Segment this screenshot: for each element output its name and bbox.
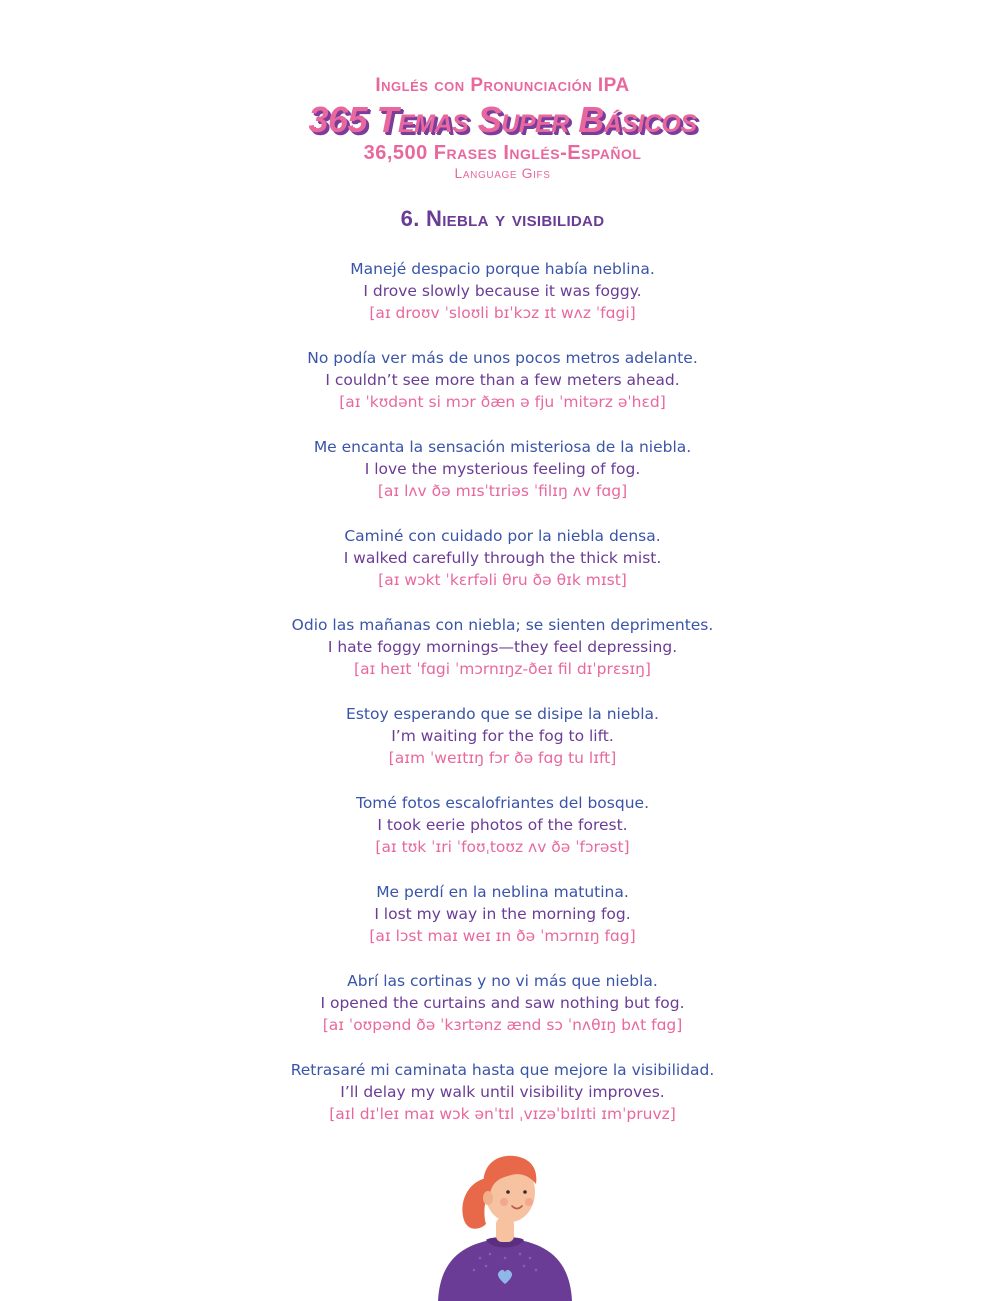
english-sentence: I opened the curtains and saw nothing but fog. bbox=[320, 994, 685, 1012]
ipa-transcription: [aɪ wɔkt ˈkɛrfəli θru ðə θɪk mɪst] bbox=[378, 571, 627, 589]
english-sentence: I’ll delay my walk until visibility improves. bbox=[340, 1083, 665, 1101]
spanish-sentence: Me perdí en la neblina matutina. bbox=[376, 883, 629, 901]
english-sentence: I’m waiting for the fog to lift. bbox=[391, 727, 614, 745]
ipa-transcription: [aɪ ˈkʊdənt si mɔr ðæn ə fju ˈmitərz əˈhɛd] bbox=[339, 393, 666, 411]
spanish-sentence: Tomé fotos escalofriantes del bosque. bbox=[355, 794, 649, 812]
ipa-transcription: [aɪ heɪt ˈfɑgi ˈmɔrnɪŋz-ðeɪ fil dɪˈprɛsɪŋ] bbox=[354, 660, 651, 678]
phrase-list bbox=[0, 258, 1005, 1148]
english-sentence: I walked carefully through the thick mist. bbox=[343, 549, 662, 567]
page-header bbox=[0, 74, 1005, 182]
spanish-sentence: No podía ver más de unos pocos metros adelante. bbox=[307, 349, 698, 367]
english-sentence: I took eerie photos of the forest. bbox=[377, 816, 628, 834]
ipa-transcription: [aɪl dɪˈleɪ maɪ wɔk ənˈtɪl ˌvɪzəˈbɪlɪti ɪmˈpruvz] bbox=[329, 1105, 676, 1123]
spanish-sentence: Abrí las cortinas y no vi más que niebla. bbox=[347, 972, 658, 990]
phrase-item bbox=[0, 436, 1005, 525]
english-sentence: I drove slowly because it was foggy. bbox=[363, 282, 642, 300]
phrase-item bbox=[0, 703, 1005, 792]
english-sentence: I hate foggy mornings—they feel depressing. bbox=[327, 638, 678, 656]
phrase-item bbox=[0, 347, 1005, 436]
ipa-transcription: [aɪm ˈweɪtɪŋ fɔr ðə fɑg tu lɪft] bbox=[388, 749, 617, 767]
ipa-transcription: [aɪ droʊv ˈsloʊli bɪˈkɔz ɪt wʌz ˈfɑgi] bbox=[369, 304, 636, 322]
spanish-sentence: Manejé despacio porque había neblina. bbox=[350, 260, 655, 278]
main-title: 365 Temas Super Básicos bbox=[308, 99, 697, 140]
phrase-count-subtitle: 36,500 Frases Inglés-Español bbox=[363, 142, 642, 164]
phrase-item bbox=[0, 1059, 1005, 1148]
right-eye bbox=[523, 1190, 527, 1194]
left-eye bbox=[506, 1190, 510, 1194]
phrase-item bbox=[0, 970, 1005, 1059]
english-sentence: I couldn’t see more than a few meters ahead. bbox=[325, 371, 680, 389]
ipa-transcription: [aɪ tʊk ˈɪri ˈfoʊˌtoʊz ʌv ðə ˈfɔrəst] bbox=[375, 838, 630, 856]
ear bbox=[483, 1191, 493, 1205]
ipa-transcription: [aɪ lʌv ðə mɪsˈtɪriəs ˈfilɪŋ ʌv fɑg] bbox=[377, 482, 628, 500]
spanish-sentence: Retrasaré mi caminata hasta que mejore la visibilidad. bbox=[290, 1061, 715, 1079]
spanish-sentence: Me encanta la sensación misteriosa de la niebla. bbox=[313, 438, 692, 456]
phrase-item bbox=[0, 614, 1005, 703]
topic-title: 6. Niebla y visibilidad bbox=[400, 206, 605, 231]
spanish-sentence: Caminé con cuidado por la niebla densa. bbox=[344, 527, 661, 545]
spanish-sentence: Odio las mañanas con niebla; se sienten deprimentes. bbox=[291, 616, 714, 634]
phrase-item bbox=[0, 881, 1005, 970]
right-cheek bbox=[525, 1198, 533, 1206]
left-cheek bbox=[500, 1198, 508, 1206]
woman-illustration bbox=[430, 1150, 580, 1301]
phrase-item bbox=[0, 792, 1005, 881]
phrase-item bbox=[0, 258, 1005, 347]
brand-name: Language Gifs bbox=[454, 165, 551, 181]
ipa-transcription: [aɪ lɔst maɪ weɪ ɪn ðə ˈmɔrnɪŋ fɑg] bbox=[369, 927, 636, 945]
spanish-sentence: Estoy esperando que se disipe la niebla. bbox=[346, 705, 659, 723]
phrase-item bbox=[0, 525, 1005, 614]
ipa-transcription: [aɪ ˈoʊpənd ðə ˈkɜrtənz ænd sɔ ˈnʌθɪŋ bʌt fɑg] bbox=[322, 1016, 683, 1034]
english-sentence: I love the mysterious feeling of fog. bbox=[364, 460, 641, 478]
english-sentence: I lost my way in the morning fog. bbox=[374, 905, 631, 923]
course-subtitle: Inglés con Pronunciación IPA bbox=[375, 75, 630, 96]
